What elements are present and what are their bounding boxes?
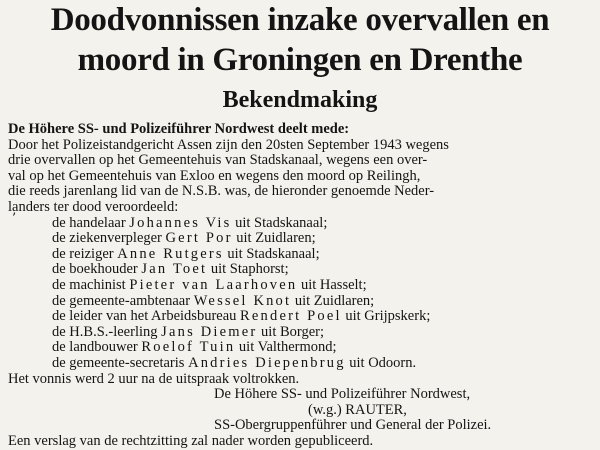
list-item: de leider van het Arbeidsbureau Rendert Poel uit Grijpskerk; [52, 308, 431, 325]
list-item: de gemeente-ambtenaar Wessel Knot uit Zuidlaren; [52, 292, 375, 309]
headline-line-1: Doodvonnissen inzake overvallen en [50, 2, 550, 38]
intro-line-3: drie overvallen op het Gemeentehuis van Stadskanaal, wegens een over- [8, 152, 428, 169]
list-item: de H.B.S.-leerling Jans Diemer uit Borger; [52, 323, 325, 340]
list-item: de boekhouder Jan Toet uit Staphorst; [52, 261, 289, 278]
list-item: de machinist Pieter van Laarhoven uit Hasselt; [52, 276, 367, 293]
intro-line-5: die reeds jarenlang lid van de N.S.B. was, de hieronder genoemde Neder- [8, 183, 435, 200]
signature-line-3: SS-Obergruppenführer und General der Polizei. [214, 417, 492, 434]
signature-line-2: (w.g.) RAUTER, [308, 401, 407, 418]
intro-line-6: landers ter dood veroordeeld: [8, 198, 179, 215]
signature-line-1: De Höhere SS- und Polizeiführer Nordwest, [214, 386, 471, 403]
closing-line: Een verslag van de rechtzitting zal nader worden gepubliceerd. [8, 432, 374, 449]
list-item: de reiziger Anne Rutgers uit Stadskanaal; [52, 245, 320, 262]
article-body [8, 122, 596, 449]
stray-mark: ’ [12, 211, 17, 226]
intro-line-4: val op het Gemeentehuis van Exloo en wegens den moord op Reilingh, [8, 167, 421, 184]
list-item: de landbouwer Roelof Tuin uit Valthermond; [52, 339, 337, 356]
intro-line-1: De Höhere SS- und Polizeiführer Nordwest deelt mede: [8, 121, 350, 137]
headline-line-2: moord in Groningen en Drenthe [77, 42, 523, 78]
list-item: de handelaar Johannes Vis uit Stadskanaal; [52, 214, 328, 231]
list-item: de gemeente-secretaris Andries Diepenbrug uit Odoorn. [52, 354, 417, 371]
list-item: de ziekenverpleger Gert Por uit Zuidlaren; [52, 230, 316, 247]
verdict-line: Het vonnis werd 2 uur na de uitspraak voltrokken. [8, 370, 300, 387]
intro-line-2: Door het Polizeistandgericht Assen zijn den 20sten September 1943 wegens [8, 136, 449, 153]
subheading: Bekendmaking [222, 87, 378, 113]
condemned-list [8, 216, 596, 372]
